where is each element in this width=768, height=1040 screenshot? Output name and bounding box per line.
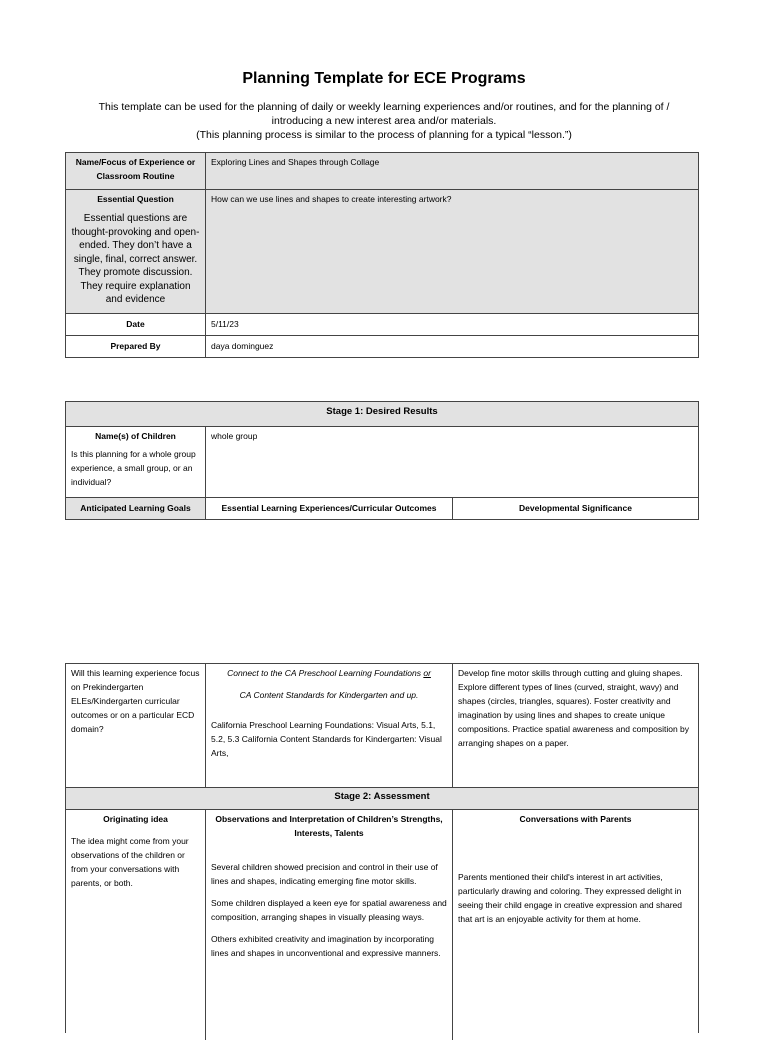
intro-line-2: introducing a new interest area and/or materials. — [271, 115, 497, 127]
observations-header: Observations and Interpretation of Children’s Strengths, Interests, Talents — [215, 814, 443, 838]
connect-text-1 — [211, 666, 447, 680]
observation-3: Others exhibited creativity and imagination by incorporating lines and shapes in unconventional and expressive manners. — [211, 934, 441, 958]
learning-experiences-header: Essential Learning Experiences/Curricular Outcomes — [221, 503, 437, 513]
focus-question: Will this learning experience focus on Prekindergarten ELEs/Kindergarten curricular outcomes or on a particular ECD domain? — [71, 668, 200, 734]
observation-2: Some children displayed a keen eye for spatial awareness and composition, arranging shapes in visually pleasing ways. — [211, 898, 447, 922]
parents-cell — [453, 810, 698, 1034]
connect-text-2: CA Content Standards for Kindergarten and up. — [239, 690, 419, 700]
essential-question-label: Essential Question — [97, 194, 174, 204]
observations-cell — [206, 810, 452, 1034]
date-label: Date — [126, 319, 145, 329]
parents-header: Conversations with Parents — [519, 814, 632, 824]
children-hint: Is this planning for a whole group experience, a small group, or an individual? — [71, 449, 196, 487]
document-title: Planning Template for ECE Programs — [242, 70, 526, 87]
foundations-text: California Preschool Learning Foundations: Visual Arts, 5.1, 5.2, 5.3 California Content Standards for Kindergarten: Visual Arts, — [211, 720, 442, 758]
overview-table — [65, 152, 699, 358]
intro-line-1: This template can be used for the planning of daily or weekly learning experiences and/or routines, and for the planning of / — [98, 101, 670, 113]
name-focus-label: Name/Focus of Experience or Classroom Routine — [75, 157, 196, 181]
originating-idea-hint: The idea might come from your observations of the children or from your conversations with parents, or both. — [71, 836, 189, 888]
originating-idea-cell — [66, 810, 205, 1034]
developmental-significance-header: Developmental Significance — [519, 503, 632, 513]
originating-idea-header: Originating idea — [103, 814, 168, 824]
connect-or: or — [423, 668, 431, 678]
developmental-significance-text: Develop fine motor skills through cutting and gluing shapes. Explore different types of lines (curved, straight, wavy) and shapes (circles, triangles, squares). Foster creativity and imagination by using lines and shapes to create unique compositions. Practice spatial awareness and composition by arranging shapes on a paper. — [458, 668, 690, 748]
essential-question-value: How can we use lines and shapes to create interesting artwork? — [211, 194, 452, 204]
intro-line-3: (This planning process is similar to the process of planning for a typical “lesson.”) — [196, 129, 572, 141]
children-label: Name(s) of Children — [95, 431, 176, 441]
prepared-by-value: daya dominguez — [211, 341, 274, 351]
name-focus-value: Exploring Lines and Shapes through Collage — [211, 157, 380, 167]
children-value: whole group — [211, 431, 258, 441]
observation-1: Several children showed precision and control in their use of lines and shapes, indicating emerging fine motor skills. — [211, 862, 438, 886]
parents-text: Parents mentioned their child's interest in art activities, particularly drawing and coloring. They expressed delight in seeing their child engage in creative expression and shared that art is an enjoyable activity for them at home. — [458, 872, 682, 924]
stage2-table — [65, 663, 699, 1033]
intro-text — [80, 100, 688, 142]
children-label-cell — [66, 427, 205, 497]
stage2-header: Stage 2: Assessment — [66, 788, 698, 809]
essential-question-label-cell — [66, 190, 205, 313]
curricular-connections-cell — [206, 664, 452, 787]
stage1-header: Stage 1: Desired Results — [66, 402, 698, 426]
learning-goals-header: Anticipated Learning Goals — [66, 498, 205, 519]
essential-question-hint: Essential questions are thought-provoking and open-ended. They don’t have a single, final, correct answer. They promote discussion. They require explanation and evidence — [71, 213, 200, 305]
stage1-table — [65, 401, 699, 520]
date-value: 5/11/23 — [211, 319, 239, 329]
prepared-by-label: Prepared By — [110, 341, 161, 351]
connect-part-1: Connect to the CA Preschool Learning Foundations — [227, 668, 424, 678]
